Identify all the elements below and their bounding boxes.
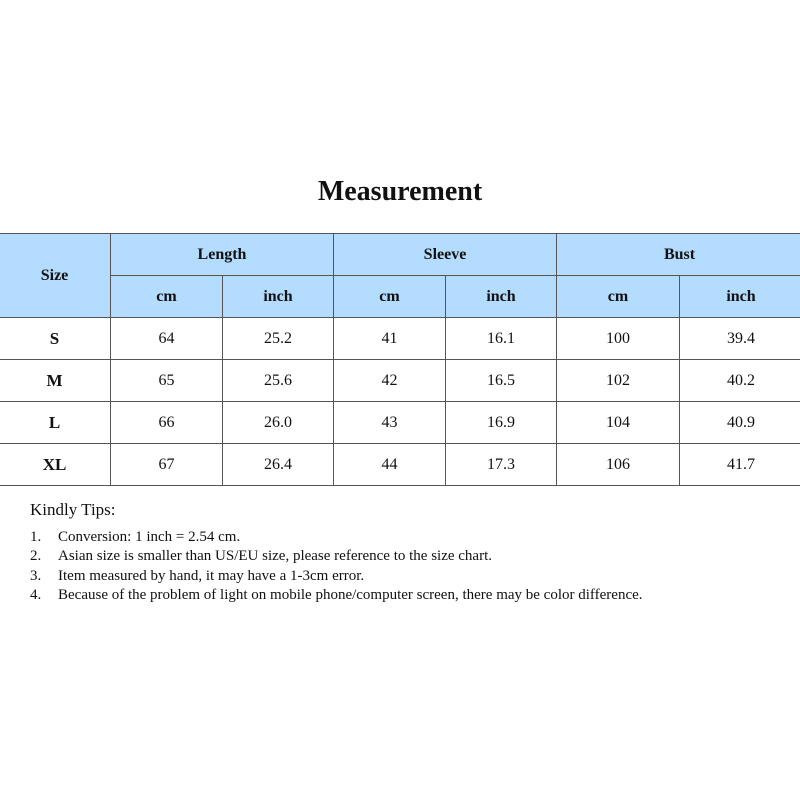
table-cell: 65 [111, 360, 223, 402]
tip-item [30, 586, 730, 606]
table-row [0, 360, 800, 402]
table-cell: 40.2 [680, 360, 800, 402]
table-cell: 41.7 [680, 444, 800, 486]
tip-item [30, 547, 730, 567]
unit-header: cm [334, 276, 446, 318]
table-cell: 16.1 [446, 318, 557, 360]
table-row [0, 318, 800, 360]
table-cell: 42 [334, 360, 446, 402]
size-column-header: Size [0, 234, 111, 318]
length-group-header: Length [111, 234, 334, 276]
table-cell: 100 [557, 318, 680, 360]
table-cell: 66 [111, 402, 223, 444]
table-cell: 25.6 [223, 360, 334, 402]
table-row [0, 402, 800, 444]
unit-header: inch [680, 276, 800, 318]
tip-item [30, 567, 730, 587]
sleeve-group-header: Sleeve [334, 234, 557, 276]
table-cell: 67 [111, 444, 223, 486]
bust-group-header: Bust [557, 234, 800, 276]
unit-header: inch [446, 276, 557, 318]
table-cell: 102 [557, 360, 680, 402]
table-header-row-groups [0, 234, 800, 276]
tips-title: Kindly Tips: [30, 500, 116, 519]
tip-number: 4. [30, 587, 42, 603]
unit-header: cm [111, 276, 223, 318]
size-chart-table [0, 233, 800, 486]
table-cell: 64 [111, 318, 223, 360]
tip-number: 3. [30, 567, 42, 584]
table-cell: 16.9 [446, 402, 557, 444]
table-row [0, 444, 800, 486]
size-label: L [0, 402, 111, 444]
unit-header: inch [223, 276, 334, 318]
tip-number: 1. [30, 528, 42, 545]
table-cell: 26.0 [223, 402, 334, 444]
tip-text: Because of the problem of light on mobile phone/computer screen, there may be color difference. [58, 587, 643, 603]
size-label: XL [0, 444, 111, 486]
table-cell: 39.4 [680, 318, 800, 360]
size-label: S [0, 318, 111, 360]
table-cell: 104 [557, 402, 680, 444]
table-cell: 40.9 [680, 402, 800, 444]
unit-header: cm [557, 276, 680, 318]
tip-text: Asian size is smaller than US/EU size, please reference to the size chart. [58, 548, 492, 564]
tip-number: 2. [30, 548, 42, 564]
table-cell: 17.3 [446, 444, 557, 486]
table-cell: 106 [557, 444, 680, 486]
table-header-row-units [0, 276, 800, 318]
size-label: M [0, 360, 111, 402]
tip-text: Conversion: 1 inch = 2.54 cm. [58, 528, 241, 545]
table-cell: 41 [334, 318, 446, 360]
table-cell: 43 [334, 402, 446, 444]
page-title: Measurement [317, 176, 483, 207]
table-cell: 16.5 [446, 360, 557, 402]
table-cell: 25.2 [223, 318, 334, 360]
table-cell: 44 [334, 444, 446, 486]
tip-text: Item measured by hand, it may have a 1-3cm error. [58, 567, 365, 584]
tips-section [30, 500, 730, 606]
tip-item [30, 528, 730, 548]
table-cell: 26.4 [223, 444, 334, 486]
